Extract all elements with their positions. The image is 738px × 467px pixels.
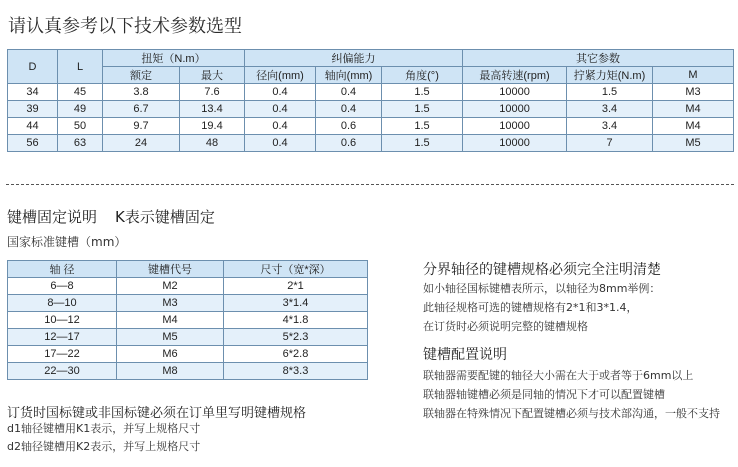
config-line-2: 联轴器轴键槽必须是同轴的情况下才可以配置键槽 [423, 388, 665, 401]
col-l: L [58, 50, 103, 84]
col-tightening: 拧紧力矩(N.m) [567, 67, 653, 84]
col-size: 尺寸（宽*深） [224, 261, 368, 278]
table-row: 34 45 3.8 7.6 0.4 0.4 1.5 10000 1.5 M3 [8, 84, 734, 101]
dashed-divider [6, 184, 734, 185]
keyway-table [7, 260, 368, 380]
keyway-heading: 键槽固定说明 K表示键槽固定 [7, 208, 215, 226]
spec-table [7, 49, 734, 152]
page-title: 请认真参考以下技术参数选型 [8, 16, 242, 37]
col-angle: 角度(°) [382, 67, 463, 84]
order-note-line-1: d1轴径键槽用K1表示，并写上规格尺寸 [7, 422, 201, 435]
col-axial: 轴向(mm) [316, 67, 382, 84]
col-speed: 最高转速(rpm) [463, 67, 567, 84]
config-line-3: 联轴器在特殊情况下配置键槽必须与技术部沟通，一般不支持 [423, 407, 720, 420]
config-title: 键槽配置说明 [423, 347, 507, 363]
boundary-line-2: 此轴径规格可选的键槽规格有2*1和3*1.4， [423, 301, 638, 314]
boundary-title: 分界轴径的键槽规格必须完全注明清楚 [423, 262, 661, 278]
table-row: 17—22 M6 6*2.8 [8, 346, 368, 363]
boundary-line-3: 在订货时必须说明完整的键槽规格 [423, 320, 588, 333]
keyway-subtitle: 国家标准键槽（mm） [7, 235, 127, 249]
table-row: 56 63 24 48 0.4 0.6 1.5 10000 7 M5 [8, 135, 734, 152]
group-misalignment: 纠偏能力 [245, 50, 463, 67]
order-note-line-2: d2轴径键槽用K2表示，并写上规格尺寸 [7, 440, 201, 453]
table-row: 44 50 9.7 19.4 0.4 0.6 1.5 10000 3.4 M4 [8, 118, 734, 135]
group-other: 其它参数 [463, 50, 734, 67]
col-radial: 径向(mm) [245, 67, 316, 84]
col-m: M [653, 67, 734, 84]
group-torque: 扭矩（N.m） [103, 50, 245, 67]
boundary-line-1: 如小轴径国标键槽表所示，以轴径为8mm举例： [423, 282, 661, 295]
col-d: D [8, 50, 58, 84]
col-rated: 额定 [103, 67, 180, 84]
table-row: 6—8 M2 2*1 [8, 278, 368, 295]
table-row: 12—17 M5 5*2.3 [8, 329, 368, 346]
table-row: 39 49 6.7 13.4 0.4 0.4 1.5 10000 3.4 M4 [8, 101, 734, 118]
table-row: 8—10 M3 3*1.4 [8, 295, 368, 312]
col-max: 最大 [180, 67, 245, 84]
col-code: 键槽代号 [117, 261, 224, 278]
config-line-1: 联轴器需要配键的轴径大小需在大于或者等于6mm以上 [423, 369, 694, 382]
table-row: 22—30 M8 8*3.3 [8, 363, 368, 380]
col-shaft: 轴 径 [8, 261, 117, 278]
order-note-title: 订货时国标键或非国标键必须在订单里写明键槽规格 [7, 406, 307, 421]
table-row: 10—12 M4 4*1.8 [8, 312, 368, 329]
